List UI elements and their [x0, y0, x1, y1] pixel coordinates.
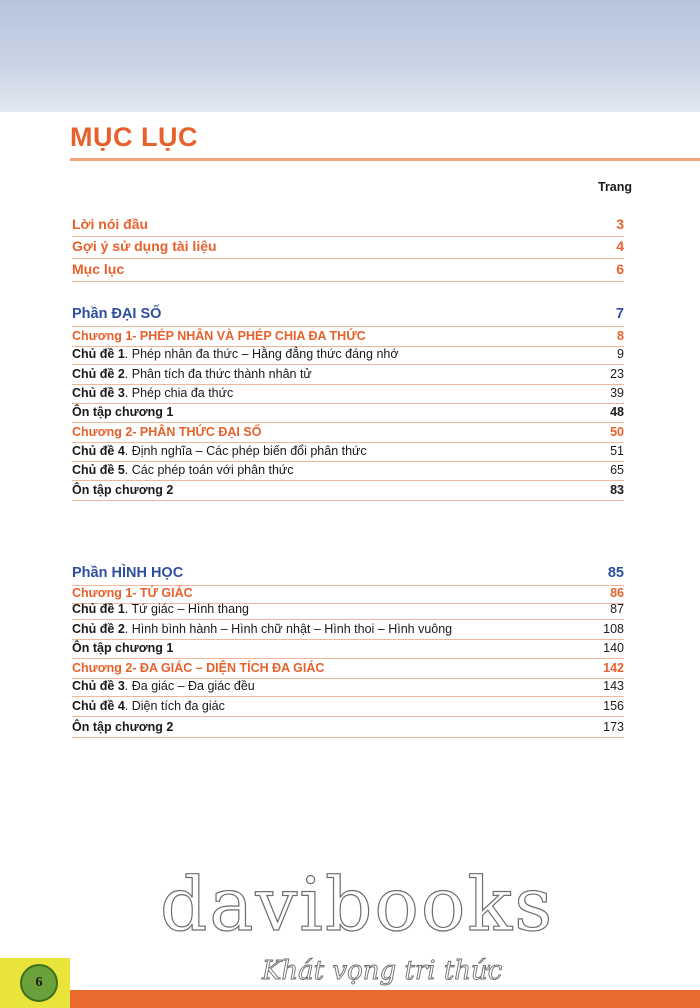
toc-entry-usage-guide[interactable] [72, 238, 624, 259]
topic-text: . Định nghĩa – Các phép biến đổi phân thức [124, 444, 367, 458]
toc-entry-page: 8 [617, 329, 624, 343]
toc-topic[interactable] [72, 679, 624, 697]
toc-topic-label [72, 622, 452, 636]
toc-review-label: Ôn tập chương 1 [72, 405, 174, 419]
topic-prefix: Chủ đề 3 [72, 679, 125, 693]
toc-topic[interactable] [72, 622, 624, 640]
toc-entry-page: 140 [603, 641, 624, 655]
topic-text: . Tứ giác – Hình thang [124, 602, 249, 616]
toc-entry-contents[interactable] [72, 261, 624, 282]
topic-text: . Đa giác – Đa giác đều [124, 679, 255, 693]
part-prefix: Phần [72, 565, 112, 581]
toc-topic[interactable] [72, 367, 624, 385]
topic-text: . Các phép toán với phân thức [124, 463, 294, 477]
toc-part-label [72, 565, 183, 581]
toc-entry-label: Gợi ý sử dụng tài liệu [72, 238, 217, 254]
toc-entry-page: 156 [603, 699, 624, 713]
toc-review[interactable] [72, 720, 624, 738]
topic-text: . Hình bình hành – Hình chữ nhật – Hình thoi – Hình vuông [124, 622, 453, 636]
toc-entry-page: 143 [603, 679, 624, 693]
toc-entry-page: 6 [616, 261, 624, 277]
toc-topic-label [72, 463, 294, 477]
toc-review-label: Ôn tập chương 1 [72, 641, 174, 655]
toc-topic[interactable] [72, 444, 624, 462]
toc-topic-label [72, 367, 312, 381]
brand-slogan: Khát vọng tri thức [262, 956, 503, 986]
toc-part-label [72, 306, 161, 322]
part-prefix: Phần [72, 306, 112, 322]
toc-entry-page: 7 [615, 306, 624, 322]
toc-topic-label [72, 679, 255, 693]
toc-review-label: Ôn tập chương 2 [72, 483, 174, 497]
toc-entry-page: 4 [616, 238, 624, 254]
toc-topic[interactable] [72, 602, 624, 620]
toc-entry-page: 23 [610, 367, 624, 381]
toc-topic-label [72, 444, 367, 458]
page-title: MỤC LỤC [70, 122, 198, 152]
toc-chapter-label: Chương 1- PHÉP NHÂN VÀ PHÉP CHIA ĐA THỨC [72, 329, 366, 343]
topic-text: . Phép nhân đa thức – Hằng đẳng thức đáng nhớ [124, 347, 399, 361]
topic-prefix: Chủ đề 4 [72, 444, 125, 458]
toc-entry-page: 83 [610, 483, 624, 497]
toc-part-algebra[interactable] [72, 306, 624, 327]
toc-entry-page: 51 [610, 444, 624, 458]
topic-prefix: Chủ đề 3 [72, 386, 125, 400]
toc-entry-page: 173 [603, 720, 624, 734]
footer-band [0, 990, 700, 1008]
header-band [0, 0, 700, 112]
toc-entry-page: 85 [607, 565, 624, 581]
toc-entry-foreword[interactable] [72, 216, 624, 237]
part-name: ĐẠI SỐ [111, 306, 162, 322]
brand-watermark: davibooks [160, 862, 555, 948]
topic-text: . Diện tích đa giác [124, 699, 225, 713]
toc-chapter-algebra-2[interactable] [72, 425, 624, 443]
topic-text: . Phép chia đa thức [124, 386, 234, 400]
toc-review[interactable] [72, 483, 624, 501]
toc-chapter-label: Chương 2- PHÂN THỨC ĐẠI SỐ [72, 425, 262, 439]
toc-entry-page: 9 [617, 347, 624, 361]
toc-entry-page: 3 [616, 216, 624, 232]
topic-prefix: Chủ đề 1 [72, 602, 125, 616]
toc-topic[interactable] [72, 347, 624, 365]
toc-topic-label [72, 347, 399, 361]
toc-topic-label [72, 602, 249, 616]
toc-entry-page: 65 [610, 463, 624, 477]
part-name: HÌNH HỌC [111, 565, 184, 581]
toc-entry-label: Lời nói đầu [72, 216, 149, 232]
toc-topic[interactable] [72, 463, 624, 481]
topic-text: . Phân tích đa thức thành nhân tử [124, 367, 312, 381]
toc-part-geometry[interactable] [72, 565, 624, 586]
toc-review[interactable] [72, 405, 624, 423]
toc-chapter-algebra-1[interactable] [72, 329, 624, 347]
toc-entry-page: 142 [603, 661, 624, 675]
toc-entry-page: 86 [610, 586, 624, 600]
toc-chapter-label: Chương 2- ĐA GIÁC – DIỆN TÍCH ĐA GIÁC [72, 661, 325, 675]
toc-review[interactable] [72, 641, 624, 659]
toc-chapter-label: Chương 1- TỨ GIÁC [72, 586, 193, 600]
topic-prefix: Chủ đề 4 [72, 699, 125, 713]
toc-entry-page: 108 [603, 622, 624, 636]
topic-prefix: Chủ đề 5 [72, 463, 125, 477]
toc-topic[interactable] [72, 386, 624, 404]
toc-entry-page: 39 [610, 386, 624, 400]
page-column-header: Trang [598, 180, 633, 194]
topic-prefix: Chủ đề 2 [72, 367, 125, 381]
topic-prefix: Chủ đề 2 [72, 622, 125, 636]
toc-topic-label [72, 386, 233, 400]
page-number: 6 [20, 964, 58, 1002]
toc-entry-page: 87 [610, 602, 624, 616]
toc-entry-page: 48 [610, 405, 624, 419]
toc-chapter-geometry-2[interactable] [72, 661, 624, 679]
toc-topic[interactable] [72, 699, 624, 717]
toc-entry-label: Mục lục [72, 261, 125, 277]
topic-prefix: Chủ đề 1 [72, 347, 125, 361]
title-divider [70, 158, 700, 161]
toc-topic-label [72, 699, 225, 713]
toc-entry-page: 50 [610, 425, 624, 439]
toc-review-label: Ôn tập chương 2 [72, 720, 174, 734]
